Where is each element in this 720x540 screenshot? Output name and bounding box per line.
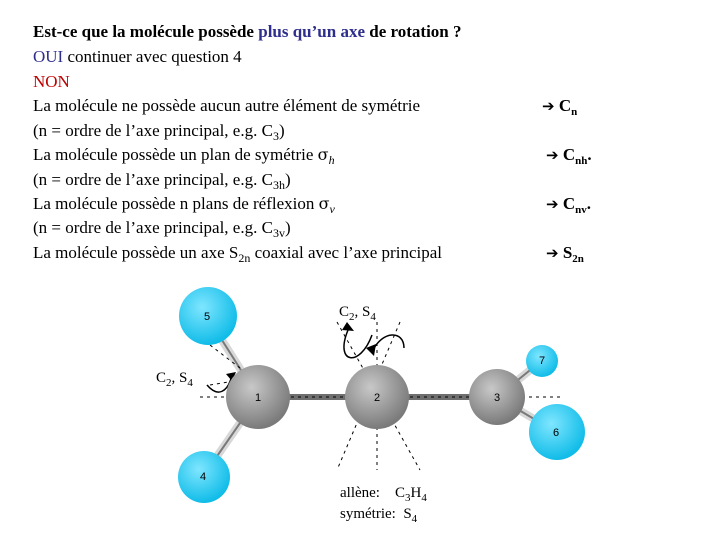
result-s2n: ➔ $S_{2n}$ xyxy=(546,243,584,265)
question-highlight: plus qu’un axe xyxy=(258,22,366,41)
sigma-symbol: σ xyxy=(318,194,330,213)
arrow-icon: ➔ xyxy=(542,97,555,115)
sigma-symbol: σ xyxy=(317,145,329,164)
result-cn: ➔ $C_n$ xyxy=(542,96,578,118)
svg-text:3: 3 xyxy=(494,392,501,404)
rotation-arrow-left xyxy=(344,330,372,358)
rule-no-other-element: La molécule ne possède aucun autre élément de symétrie xyxy=(33,96,421,115)
atom-5 xyxy=(179,287,237,345)
svg-text:6: 6 xyxy=(553,427,560,439)
note-c3v: (n = ordre de l’axe principal, e.g. $C_{3v}$) xyxy=(33,218,291,240)
caption-symmetry: symétrie: $S_4$ xyxy=(340,506,418,525)
result-cnv: ➔ $C_{nv}$. xyxy=(546,194,591,216)
rule-sigma-h: La molécule possède un plan de symétrie $\sigma_h$ xyxy=(33,145,335,167)
arrow-icon: ➔ xyxy=(546,146,559,164)
atom-3 xyxy=(469,369,525,425)
svg-text:4: 4 xyxy=(200,471,207,483)
axis-label-top: $C_2$, $S_4$ xyxy=(339,304,376,323)
axis-label-left: $C_2$, $S_4$ xyxy=(156,370,193,389)
atom-4 xyxy=(178,451,230,503)
rule-sigma-v: La molécule possède n plans de réflexion $\sigma_v$ xyxy=(33,194,335,216)
note-c3h: (n = ordre de l’axe principal, e.g. $C_{3h}$) xyxy=(33,170,291,192)
result-cnh: ➔ $C_{nh}$. xyxy=(546,145,592,167)
non-label: NON xyxy=(33,72,70,91)
svg-text:5: 5 xyxy=(204,311,211,323)
atom-7 xyxy=(526,345,558,377)
svg-text:2: 2 xyxy=(374,392,381,404)
note-c3: (n = ordre de l’axe principal, e.g. $C_3$) xyxy=(33,121,285,143)
atom-1 xyxy=(226,365,290,429)
rule-s2n: La molécule possède un axe $S_{2n}$ coaxial avec l’axe principal xyxy=(33,243,442,265)
atom-6 xyxy=(529,404,585,460)
arrow-icon: ➔ xyxy=(546,244,559,262)
svg-text:7: 7 xyxy=(539,355,546,367)
question-line: Est-ce que la molécule possède plus qu’un axe de rotation ? xyxy=(33,22,462,41)
oui-label: OUI xyxy=(33,47,64,66)
svg-text:1: 1 xyxy=(255,392,262,404)
atom-2 xyxy=(345,365,409,429)
oui-line: OUI continuer avec question 4 xyxy=(33,47,242,66)
caption-allene: allène: $C_3H_4$ xyxy=(340,485,427,504)
arrow-icon: ➔ xyxy=(546,195,559,213)
